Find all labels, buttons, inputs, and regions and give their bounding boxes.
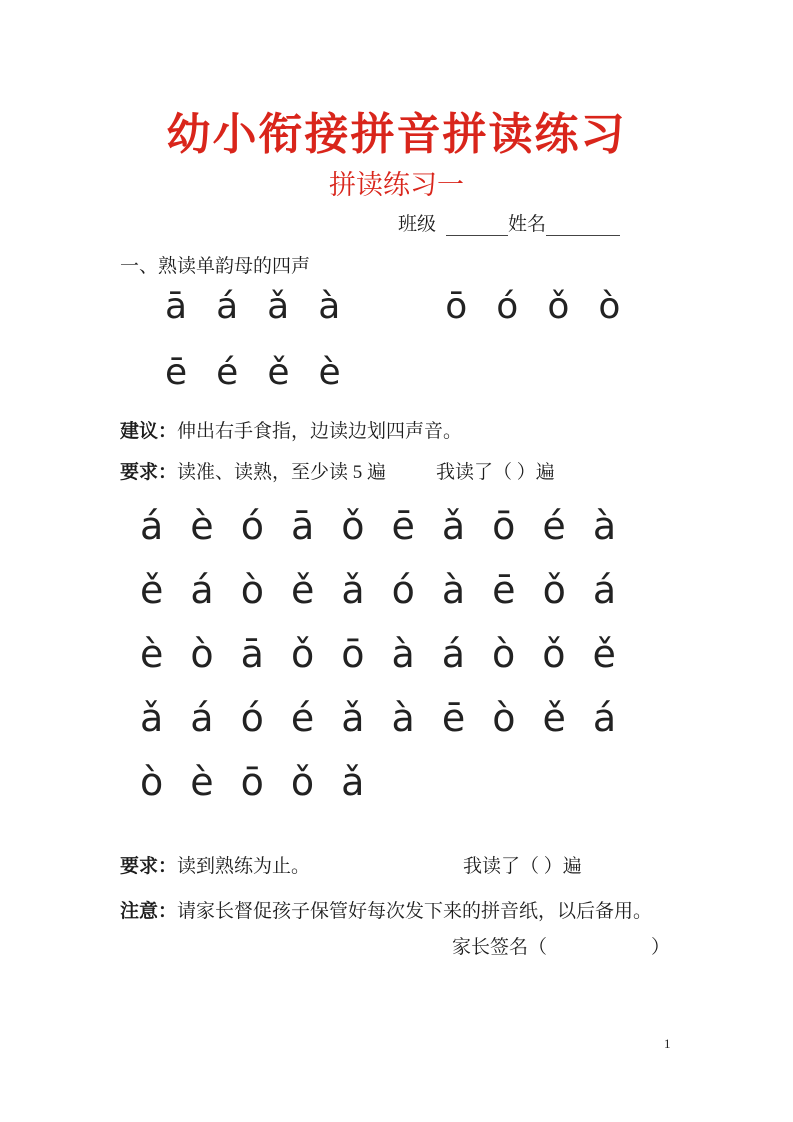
pinyin-letter: ǎ	[341, 568, 365, 612]
pinyin-letter: ō	[240, 760, 264, 804]
pinyin-letter: ē	[441, 696, 466, 740]
pinyin-practice-grid	[140, 494, 643, 814]
pinyin-letter: ǒ	[542, 568, 566, 612]
pinyin-letter: ā	[240, 632, 264, 676]
class-label: 班级	[398, 214, 437, 235]
pinyin-tone-letter: ě	[267, 352, 290, 393]
grid-row-5	[140, 750, 643, 814]
pinyin-tone-letter: è	[318, 352, 341, 393]
section-heading: 一、熟读单韵母的四声	[120, 256, 311, 277]
pinyin-tone-letter: ó	[496, 286, 519, 327]
pinyin-letter: á	[190, 568, 214, 612]
pinyin-letter: ò	[492, 632, 516, 676]
pinyin-tone-letter: é	[216, 352, 239, 393]
pinyin-letter: á	[140, 504, 164, 548]
pinyin-letter: ě	[140, 568, 164, 612]
pinyin-letter: ē	[492, 568, 516, 612]
pinyin-letter: á	[592, 568, 617, 612]
pinyin-letter: ā	[290, 504, 315, 548]
pinyin-tone-letter: ǒ	[547, 286, 570, 327]
parent-signature-line	[452, 932, 670, 959]
pinyin-tone-letter: ǎ	[267, 286, 290, 327]
pinyin-letter: ò	[492, 696, 516, 740]
grid-row-2	[140, 558, 643, 622]
document-title: 幼小衔接拼音拼读练习	[166, 110, 627, 159]
pinyin-tone-letter: à	[318, 286, 341, 327]
requirement-1-label: 要求：	[120, 462, 178, 483]
requirement-line-2	[120, 851, 582, 878]
pinyin-letter: ǎ	[441, 504, 466, 548]
pinyin-letter: ó	[391, 568, 415, 612]
suggestion-label: 建议：	[120, 421, 178, 442]
pinyin-letter: ǒ	[542, 632, 566, 676]
grid-row-4	[140, 686, 643, 750]
grid-row-3	[140, 622, 643, 686]
pinyin-letter: á	[592, 696, 617, 740]
pinyin-letter: á	[441, 632, 466, 676]
pinyin-letter: è	[190, 504, 214, 548]
suggestion-line	[120, 416, 462, 443]
pinyin-tone-letter: ē	[165, 352, 188, 393]
document-subtitle: 拼读练习一	[329, 170, 464, 200]
pinyin-letter: ě	[542, 696, 566, 740]
pinyin-letter: ē	[391, 504, 415, 548]
pinyin-letter: à	[441, 568, 466, 612]
notice-text: 请家长督促孩子保管好每次发下来的拼音纸，以后备用。	[177, 901, 653, 922]
pinyin-letter: ǒ	[341, 504, 365, 548]
pinyin-letter: ǎ	[341, 760, 365, 804]
requirement-1-text: 读准、读熟，至少读 5 遍	[177, 462, 387, 483]
pinyin-letter: ō	[492, 504, 516, 548]
header-fields	[398, 209, 620, 236]
page-number: 1	[664, 1036, 671, 1051]
pinyin-letter: ǎ	[341, 696, 365, 740]
pinyin-tone-letter: ā	[165, 286, 188, 327]
pinyin-letter: ó	[240, 504, 264, 548]
pinyin-letter: à	[592, 504, 617, 548]
pinyin-letter: ǒ	[290, 632, 315, 676]
pinyin-letter: ǒ	[290, 760, 315, 804]
pinyin-tone-letter: á	[216, 286, 239, 327]
pinyin-letter: ò	[140, 760, 164, 804]
suggestion-text: 伸出右手食指，边读边划四声音。	[177, 421, 463, 442]
pinyin-letter: è	[140, 632, 164, 676]
notice-line	[120, 896, 652, 923]
pinyin-letter: é	[542, 504, 566, 548]
pinyin-letter: ò	[190, 632, 214, 676]
tone-group-o	[445, 286, 649, 327]
pinyin-letter: à	[391, 632, 415, 676]
requirement-2-text: 读到熟练为止。	[177, 856, 311, 877]
grid-row-1	[140, 494, 643, 558]
name-blank-field	[546, 216, 620, 236]
signature-open-text: 家长签名（	[452, 937, 548, 958]
pinyin-letter: ě	[592, 632, 616, 676]
tone-row-a-o	[165, 286, 649, 327]
pinyin-letter: ǎ	[140, 696, 164, 740]
name-label: 姓名	[508, 214, 547, 235]
pinyin-letter: á	[190, 696, 214, 740]
pinyin-tone-letter: ò	[598, 286, 621, 327]
pinyin-tone-letter: ō	[445, 286, 468, 327]
class-blank-field	[446, 216, 508, 236]
signature-close-text: ）	[651, 937, 671, 958]
tone-row-e	[165, 352, 370, 393]
tone-group-e	[165, 352, 370, 393]
pinyin-letter: ō	[341, 632, 365, 676]
read-count-tally-2: 我读了（ ）遍	[463, 856, 582, 877]
pinyin-letter: è	[190, 760, 214, 804]
read-count-tally-1: 我读了（ ）遍	[436, 462, 555, 483]
notice-label: 注意：	[120, 901, 178, 922]
pinyin-letter: ò	[240, 568, 264, 612]
tone-group-a	[165, 286, 369, 327]
requirement-2-label: 要求：	[120, 856, 178, 877]
pinyin-letter: à	[391, 696, 415, 740]
pinyin-letter: é	[290, 696, 315, 740]
pinyin-letter: ě	[290, 568, 315, 612]
requirement-line-1	[120, 457, 555, 484]
pinyin-letter: ó	[240, 696, 264, 740]
